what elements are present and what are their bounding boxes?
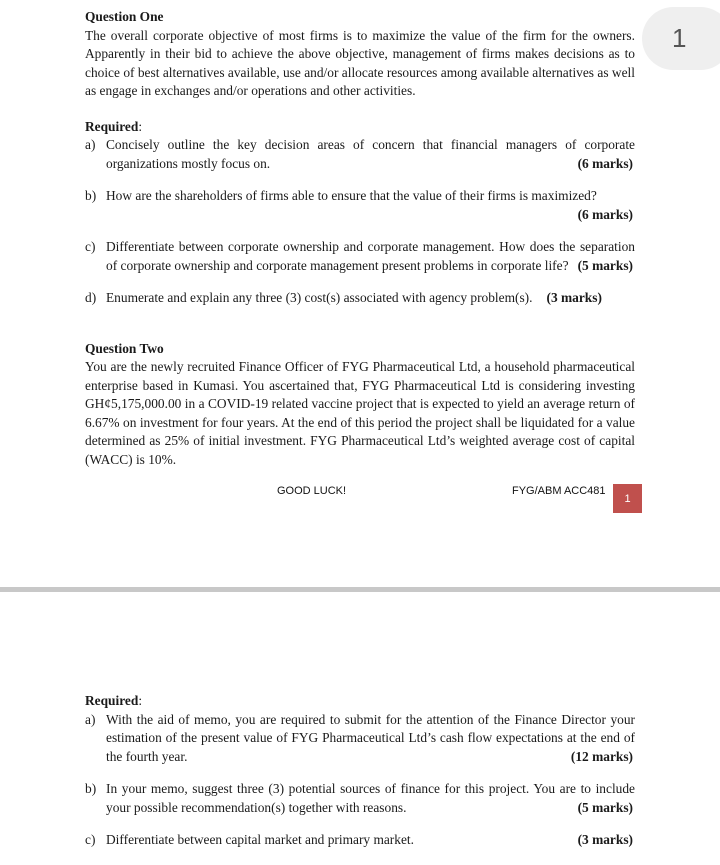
q2-item-a bbox=[85, 711, 635, 767]
q2-item-marks: (5 marks) bbox=[577, 799, 633, 815]
q2-item-text: In your memo, suggest three (3) potential sources of finance for this project. You are to include your possible recommendation(s) together with reasons. bbox=[106, 781, 635, 815]
q1-item-text: Concisely outline the key decision areas of concern that financial managers of corporate organizations mostly focus on. bbox=[106, 137, 635, 171]
q1-item-c bbox=[85, 238, 635, 275]
q1-item-text: How are the shareholders of firms able to ensure that the value of their firms is maximized? bbox=[106, 188, 597, 203]
q1-item-d bbox=[85, 289, 635, 308]
q1-item-marks: (6 marks) bbox=[577, 206, 633, 222]
question-one bbox=[85, 8, 635, 469]
q2-item-text: Differentiate between capital market and primary market. bbox=[106, 832, 414, 847]
q1-item-text: Differentiate between corporate ownership and corporate management. How does the separation of corporate ownership and corporate management present problems in corporate life? bbox=[106, 239, 635, 273]
q2-item-c bbox=[85, 831, 635, 850]
q2-item-label: b) bbox=[85, 781, 97, 796]
q1-item-label: c) bbox=[85, 239, 96, 254]
q1-item-label: d) bbox=[85, 290, 97, 305]
page-number-box: 1 bbox=[613, 484, 642, 513]
q1-item-b bbox=[85, 187, 635, 224]
q1-item-a bbox=[85, 136, 635, 173]
page-2 bbox=[0, 592, 720, 865]
q2-item-text: With the aid of memo, you are required to submit for the attention of the Finance Director your estimation of the present value of FYG Pharmaceutical Ltd’s cash flow expectations at the end of the fourth year. bbox=[106, 711, 635, 764]
good-luck-text: GOOD LUCK! bbox=[277, 485, 347, 497]
question-one-body: The overall corporate objective of most firms is to maximize the value of the firm for the owners. Apparently in their bid to achieve the above objective, management of firms makes decisions as to choice of best alternatives available, use and/or allocate resources among available alternatives as well as engage in exchanges and/or operations and other activities. bbox=[85, 27, 635, 98]
course-code: FYG/ABM ACC481 bbox=[512, 485, 606, 497]
q1-item-marks: (3 marks) bbox=[546, 290, 602, 305]
q2-item-label: a) bbox=[85, 711, 96, 727]
question-two-requirements bbox=[85, 692, 635, 850]
q2-required-heading: Required: bbox=[85, 693, 143, 708]
q2-item-marks: (3 marks) bbox=[577, 832, 633, 847]
q2-item-label: c) bbox=[85, 832, 96, 847]
q1-item-marks: (5 marks) bbox=[577, 257, 633, 273]
q2-item-b bbox=[85, 780, 635, 817]
question-one-title: Question One bbox=[85, 9, 164, 24]
q1-required-heading: Required: bbox=[85, 118, 143, 134]
q1-item-label: a) bbox=[85, 137, 96, 152]
q1-item-text: Enumerate and explain any three (3) cost(s) associated with agency problem(s). bbox=[106, 290, 533, 305]
page-indicator-badge[interactable]: 1 bbox=[642, 7, 720, 70]
question-two-body: You are the newly recruited Finance Officer of FYG Pharmaceutical Ltd, a household pharmaceutical enterprise based in Kumasi. You ascertained that, FYG Pharmaceutical Ltd is considering investing GH¢5,175,000.00 in a COVID-19 related vaccine project that is expected to yield an average return of 6.67% on investment for four years. At the end of this period the project shall be liquidated for a value determined as 25% of initial investment. FYG Pharmaceutical Ltd’s weighted average cost of capital (WACC) is 10%. bbox=[85, 359, 635, 467]
q1-item-label: b) bbox=[85, 188, 97, 203]
q2-item-marks: (12 marks) bbox=[570, 748, 633, 764]
question-two-title: Question Two bbox=[85, 340, 164, 356]
q1-item-marks: (6 marks) bbox=[577, 155, 633, 171]
